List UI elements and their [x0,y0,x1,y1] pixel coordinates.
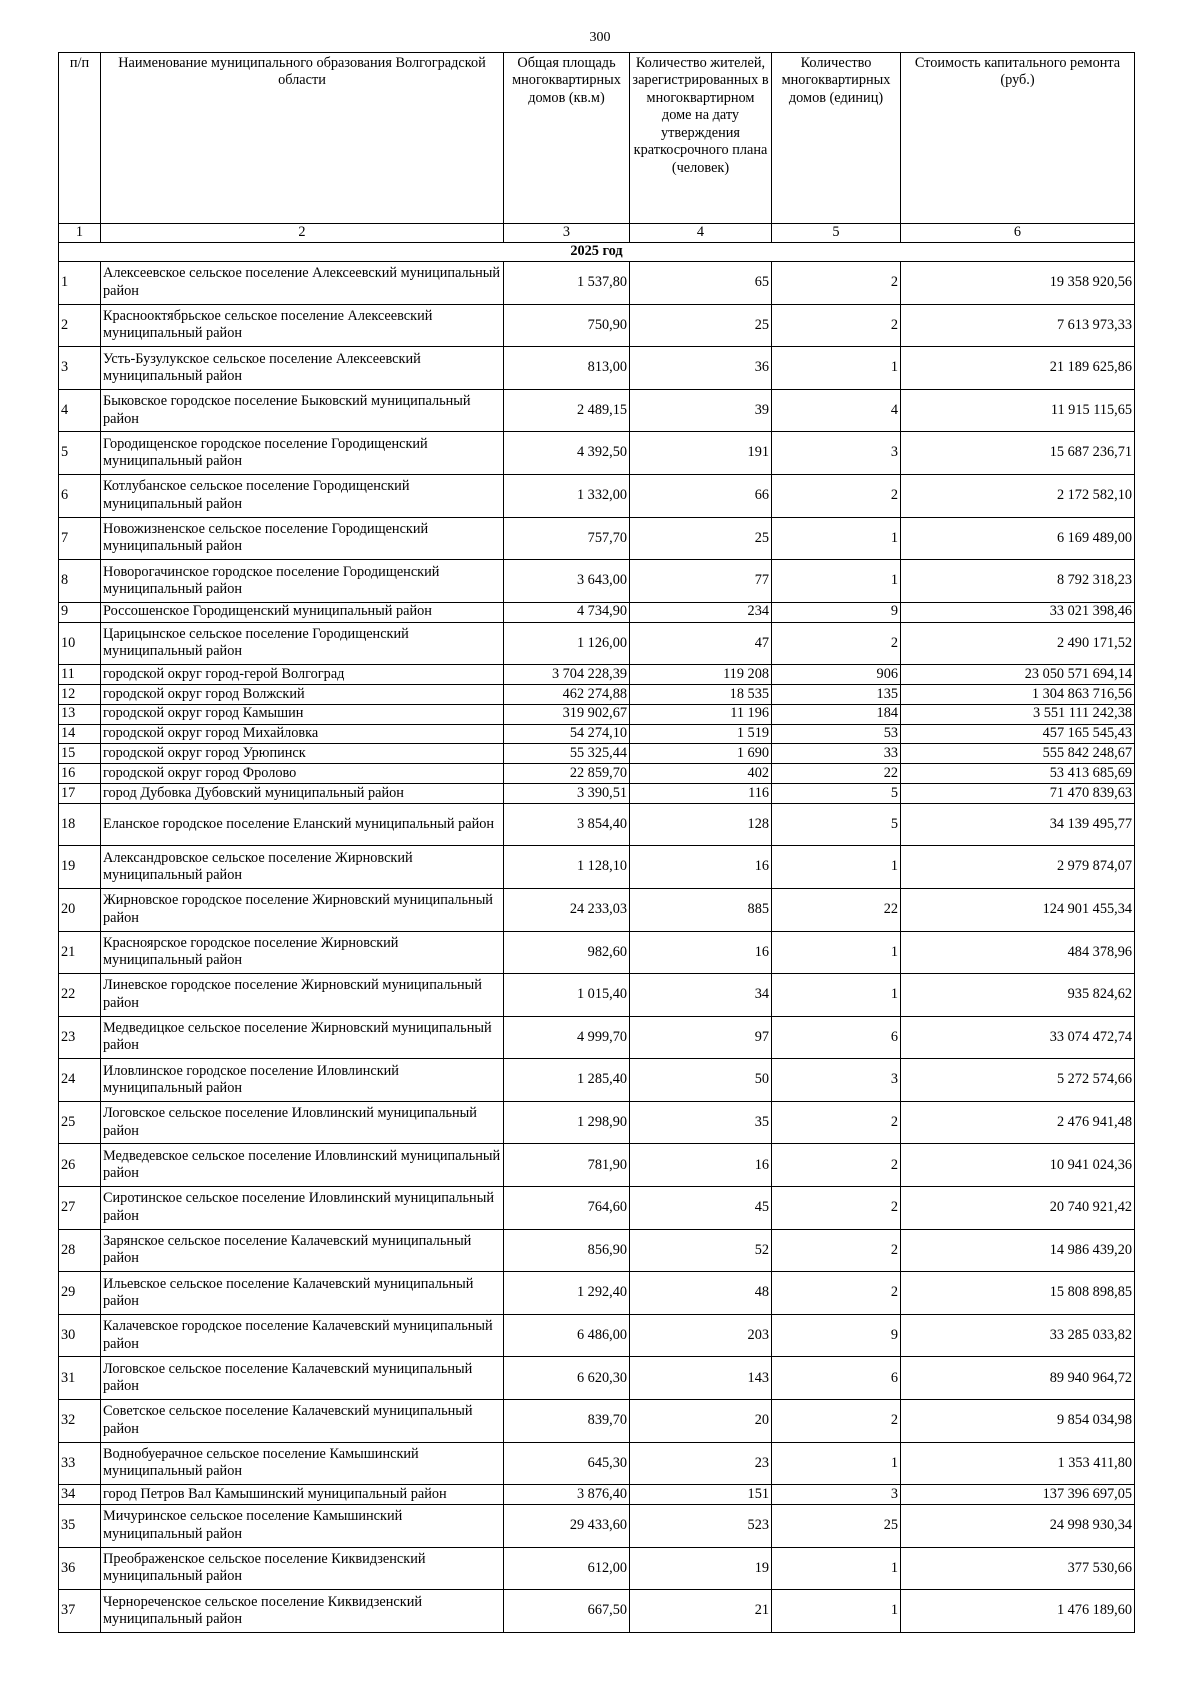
total-area: 3 390,51 [504,783,630,803]
houses-count: 22 [772,764,901,784]
total-area: 3 643,00 [504,560,630,603]
repair-cost: 14 986 439,20 [901,1229,1135,1272]
houses-count: 33 [772,744,901,764]
table-row [59,1059,1135,1102]
data-table [58,52,1135,1633]
table-row [59,1400,1135,1443]
houses-count: 2 [772,1400,901,1443]
municipality-name: Логовское сельское поселение Калачевский муниципальный район [101,1357,504,1400]
table-row [59,602,1135,622]
header-row [59,53,1135,224]
repair-cost: 1 353 411,80 [901,1442,1135,1485]
residents-count: 77 [630,560,772,603]
table-body [59,243,1135,1633]
municipality-name: Зарянское сельское поселение Калачевский муниципальный район [101,1229,504,1272]
repair-cost: 15 687 236,71 [901,432,1135,475]
residents-count: 885 [630,888,772,931]
repair-cost: 53 413 685,69 [901,764,1135,784]
houses-count: 906 [772,665,901,685]
municipality-name: Калачевское городское поселение Калачевский муниципальный район [101,1314,504,1357]
total-area: 22 859,70 [504,764,630,784]
houses-count: 4 [772,389,901,432]
municipality-name: городской округ город Михайловка [101,724,504,744]
table-row [59,1016,1135,1059]
column-number-row [59,224,1135,243]
municipality-name: Городищенское городское поселение Городищенский муниципальный район [101,432,504,475]
repair-cost: 137 396 697,05 [901,1485,1135,1505]
total-area: 319 902,67 [504,704,630,724]
table-row [59,724,1135,744]
total-area: 1 537,80 [504,262,630,305]
municipality-name: Александровское сельское поселение Жирновский муниципальный район [101,846,504,889]
repair-cost: 71 470 839,63 [901,783,1135,803]
houses-count: 1 [772,974,901,1017]
repair-cost: 33 074 472,74 [901,1016,1135,1059]
houses-count: 3 [772,1485,901,1505]
table-row [59,474,1135,517]
residents-count: 18 535 [630,684,772,704]
houses-count: 2 [772,1144,901,1187]
table-row [59,1101,1135,1144]
row-number: 6 [59,474,101,517]
table-row [59,1590,1135,1633]
residents-count: 20 [630,1400,772,1443]
row-number: 14 [59,724,101,744]
row-number: 23 [59,1016,101,1059]
houses-count: 1 [772,1547,901,1590]
municipality-name: Новорогачинское городское поселение Городищенский муниципальный район [101,560,504,603]
residents-count: 151 [630,1485,772,1505]
municipality-name: Алексеевское сельское поселение Алексеевский муниципальный район [101,262,504,305]
repair-cost: 2 490 171,52 [901,622,1135,665]
municipality-name: город Петров Вал Камышинский муниципальный район [101,1485,504,1505]
residents-count: 116 [630,783,772,803]
row-number: 2 [59,304,101,347]
municipality-name: Усть-Бузулукское сельское поселение Алексеевский муниципальный район [101,347,504,390]
residents-count: 50 [630,1059,772,1102]
houses-count: 6 [772,1016,901,1059]
table-row [59,517,1135,560]
repair-cost: 20 740 921,42 [901,1187,1135,1230]
row-number: 35 [59,1505,101,1548]
municipality-name: Линевское городское поселение Жирновский муниципальный район [101,974,504,1017]
table-row [59,347,1135,390]
table-row [59,432,1135,475]
row-number: 25 [59,1101,101,1144]
municipality-name: городской округ город Фролово [101,764,504,784]
municipality-name: Жирновское городское поселение Жирновский муниципальный район [101,888,504,931]
header-cell-index: п/п [59,53,101,224]
total-area: 29 433,60 [504,1505,630,1548]
row-number: 18 [59,803,101,846]
repair-cost: 11 915 115,65 [901,389,1135,432]
total-area: 667,50 [504,1590,630,1633]
municipality-name: Котлубанское сельское поселение Городищенский муниципальный район [101,474,504,517]
table-row [59,974,1135,1017]
total-area: 24 233,03 [504,888,630,931]
houses-count: 1 [772,1590,901,1633]
repair-cost: 24 998 930,34 [901,1505,1135,1548]
repair-cost: 8 792 318,23 [901,560,1135,603]
municipality-name: Россошенское Городищенский муниципальный район [101,602,504,622]
table-row [59,622,1135,665]
residents-count: 52 [630,1229,772,1272]
repair-cost: 2 172 582,10 [901,474,1135,517]
repair-cost: 33 021 398,46 [901,602,1135,622]
municipality-name: Советское сельское поселение Калачевский муниципальный район [101,1400,504,1443]
houses-count: 2 [772,1101,901,1144]
row-number: 16 [59,764,101,784]
table-row [59,1314,1135,1357]
total-area: 757,70 [504,517,630,560]
repair-cost: 34 139 495,77 [901,803,1135,846]
row-number: 31 [59,1357,101,1400]
table-row [59,1442,1135,1485]
table-row [59,744,1135,764]
municipality-name: городской округ город Урюпинск [101,744,504,764]
header-cell-area: Общая площадь многоквартирных домов (кв.м) [504,53,630,224]
repair-cost: 7 613 973,33 [901,304,1135,347]
residents-count: 35 [630,1101,772,1144]
column-number: 5 [772,224,901,243]
repair-cost: 377 530,66 [901,1547,1135,1590]
repair-cost: 9 854 034,98 [901,1400,1135,1443]
residents-count: 16 [630,1144,772,1187]
repair-cost: 457 165 545,43 [901,724,1135,744]
row-number: 10 [59,622,101,665]
row-number: 8 [59,560,101,603]
total-area: 839,70 [504,1400,630,1443]
table-row [59,1485,1135,1505]
residents-count: 191 [630,432,772,475]
total-area: 54 274,10 [504,724,630,744]
table-row [59,931,1135,974]
residents-count: 16 [630,846,772,889]
total-area: 55 325,44 [504,744,630,764]
table-row [59,1547,1135,1590]
total-area: 462 274,88 [504,684,630,704]
row-number: 12 [59,684,101,704]
total-area: 982,60 [504,931,630,974]
municipality-name: Сиротинское сельское поселение Иловлинский муниципальный район [101,1187,504,1230]
municipality-name: Быковское городское поселение Быковский муниципальный район [101,389,504,432]
residents-count: 143 [630,1357,772,1400]
header-cell-residents: Количество жителей, зарегистрированных в многоквартирном доме на дату утверждения краткосрочного плана (человек) [630,53,772,224]
houses-count: 135 [772,684,901,704]
residents-count: 119 208 [630,665,772,685]
residents-count: 11 196 [630,704,772,724]
residents-count: 34 [630,974,772,1017]
municipality-name: Краснооктябрьское сельское поселение Алексеевский муниципальный район [101,304,504,347]
row-number: 11 [59,665,101,685]
municipality-name: Медведевское сельское поселение Иловлинский муниципальный район [101,1144,504,1187]
total-area: 612,00 [504,1547,630,1590]
residents-count: 25 [630,304,772,347]
total-area: 4 392,50 [504,432,630,475]
houses-count: 6 [772,1357,901,1400]
row-number: 24 [59,1059,101,1102]
row-number: 21 [59,931,101,974]
houses-count: 53 [772,724,901,744]
total-area: 3 876,40 [504,1485,630,1505]
year-row [59,243,1135,262]
repair-cost: 10 941 024,36 [901,1144,1135,1187]
table-row [59,684,1135,704]
houses-count: 184 [772,704,901,724]
row-number: 27 [59,1187,101,1230]
residents-count: 1 690 [630,744,772,764]
row-number: 3 [59,347,101,390]
table-row [59,665,1135,685]
municipality-name: город Дубовка Дубовский муниципальный район [101,783,504,803]
municipality-name: Мичуринское сельское поселение Камышинский муниципальный район [101,1505,504,1548]
municipality-name: городской округ город-герой Волгоград [101,665,504,685]
total-area: 750,90 [504,304,630,347]
row-number: 17 [59,783,101,803]
total-area: 1 292,40 [504,1272,630,1315]
header-cell-municipality: Наименование муниципального образования Волгоградской области [101,53,504,224]
houses-count: 3 [772,1059,901,1102]
houses-count: 1 [772,560,901,603]
residents-count: 128 [630,803,772,846]
repair-cost: 15 808 898,85 [901,1272,1135,1315]
residents-count: 36 [630,347,772,390]
municipality-name: Царицынское сельское поселение Городищенский муниципальный район [101,622,504,665]
repair-cost: 1 476 189,60 [901,1590,1135,1633]
repair-cost: 484 378,96 [901,931,1135,974]
row-number: 7 [59,517,101,560]
houses-count: 2 [772,1229,901,1272]
houses-count: 9 [772,602,901,622]
houses-count: 1 [772,1442,901,1485]
table-row [59,1187,1135,1230]
municipality-name: Новожизненское сельское поселение Городищенский муниципальный район [101,517,504,560]
residents-count: 25 [630,517,772,560]
row-number: 29 [59,1272,101,1315]
houses-count: 2 [772,622,901,665]
municipality-name: Еланское городское поселение Еланский муниципальный район [101,803,504,846]
municipality-name: городской округ город Камышин [101,704,504,724]
municipality-name: Ильевское сельское поселение Калачевский муниципальный район [101,1272,504,1315]
row-number: 28 [59,1229,101,1272]
municipality-name: Иловлинское городское поселение Иловлинский муниципальный район [101,1059,504,1102]
municipality-name: Красноярское городское поселение Жирновский муниципальный район [101,931,504,974]
row-number: 36 [59,1547,101,1590]
row-number: 33 [59,1442,101,1485]
municipality-name: городской округ город Волжский [101,684,504,704]
total-area: 1 285,40 [504,1059,630,1102]
houses-count: 1 [772,846,901,889]
total-area: 856,90 [504,1229,630,1272]
table-row [59,389,1135,432]
row-number: 34 [59,1485,101,1505]
total-area: 2 489,15 [504,389,630,432]
column-number: 6 [901,224,1135,243]
column-number: 4 [630,224,772,243]
table-row [59,704,1135,724]
residents-count: 47 [630,622,772,665]
residents-count: 97 [630,1016,772,1059]
residents-count: 45 [630,1187,772,1230]
houses-count: 1 [772,931,901,974]
residents-count: 234 [630,602,772,622]
header-cell-houses: Количество многоквартирных домов (единиц) [772,53,901,224]
table-row [59,560,1135,603]
table-row [59,783,1135,803]
repair-cost: 555 842 248,67 [901,744,1135,764]
total-area: 3 854,40 [504,803,630,846]
table-row [59,1229,1135,1272]
houses-count: 2 [772,1272,901,1315]
residents-count: 523 [630,1505,772,1548]
municipality-name: Медведицкое сельское поселение Жирновский муниципальный район [101,1016,504,1059]
repair-cost: 5 272 574,66 [901,1059,1135,1102]
row-number: 5 [59,432,101,475]
houses-count: 2 [772,1187,901,1230]
residents-count: 23 [630,1442,772,1485]
table-row [59,1357,1135,1400]
table-row [59,304,1135,347]
repair-cost: 19 358 920,56 [901,262,1135,305]
table-row [59,846,1135,889]
residents-count: 19 [630,1547,772,1590]
total-area: 1 128,10 [504,846,630,889]
table-row [59,888,1135,931]
row-number: 22 [59,974,101,1017]
repair-cost: 6 169 489,00 [901,517,1135,560]
column-number: 2 [101,224,504,243]
row-number: 9 [59,602,101,622]
repair-cost: 3 551 111 242,38 [901,704,1135,724]
residents-count: 16 [630,931,772,974]
repair-cost: 1 304 863 716,56 [901,684,1135,704]
municipality-name: Чернореченское сельское поселение Киквидзенский муниципальный район [101,1590,504,1633]
row-number: 4 [59,389,101,432]
total-area: 1 126,00 [504,622,630,665]
table-row [59,803,1135,846]
total-area: 4 999,70 [504,1016,630,1059]
residents-count: 48 [630,1272,772,1315]
total-area: 764,60 [504,1187,630,1230]
total-area: 6 620,30 [504,1357,630,1400]
repair-cost: 33 285 033,82 [901,1314,1135,1357]
repair-cost: 21 189 625,86 [901,347,1135,390]
residents-count: 203 [630,1314,772,1357]
repair-cost: 935 824,62 [901,974,1135,1017]
row-number: 20 [59,888,101,931]
row-number: 26 [59,1144,101,1187]
row-number: 19 [59,846,101,889]
municipality-name: Логовское сельское поселение Иловлинский муниципальный район [101,1101,504,1144]
repair-cost: 2 476 941,48 [901,1101,1135,1144]
header-cell-cost: Стоимость капитального ремонта (руб.) [901,53,1135,224]
row-number: 15 [59,744,101,764]
total-area: 813,00 [504,347,630,390]
houses-count: 2 [772,304,901,347]
column-number: 3 [504,224,630,243]
municipality-name: Преображенское сельское поселение Киквидзенский муниципальный район [101,1547,504,1590]
repair-cost: 124 901 455,34 [901,888,1135,931]
row-number: 1 [59,262,101,305]
houses-count: 1 [772,517,901,560]
table-row [59,764,1135,784]
houses-count: 3 [772,432,901,475]
table-row [59,1144,1135,1187]
repair-cost: 89 940 964,72 [901,1357,1135,1400]
houses-count: 1 [772,347,901,390]
houses-count: 2 [772,474,901,517]
repair-cost: 23 050 571 694,14 [901,665,1135,685]
year-label: 2025 год [59,243,1135,262]
row-number: 30 [59,1314,101,1357]
residents-count: 21 [630,1590,772,1633]
residents-count: 65 [630,262,772,305]
table-row [59,1505,1135,1548]
total-area: 3 704 228,39 [504,665,630,685]
row-number: 13 [59,704,101,724]
houses-count: 5 [772,803,901,846]
total-area: 1 015,40 [504,974,630,1017]
table-row [59,262,1135,305]
total-area: 1 332,00 [504,474,630,517]
municipality-name: Воднобуерачное сельское поселение Камышинский муниципальный район [101,1442,504,1485]
total-area: 6 486,00 [504,1314,630,1357]
total-area: 1 298,90 [504,1101,630,1144]
total-area: 781,90 [504,1144,630,1187]
houses-count: 25 [772,1505,901,1548]
total-area: 645,30 [504,1442,630,1485]
total-area: 4 734,90 [504,602,630,622]
row-number: 32 [59,1400,101,1443]
repair-cost: 2 979 874,07 [901,846,1135,889]
houses-count: 22 [772,888,901,931]
houses-count: 2 [772,262,901,305]
residents-count: 39 [630,389,772,432]
residents-count: 1 519 [630,724,772,744]
row-number: 37 [59,1590,101,1633]
residents-count: 66 [630,474,772,517]
houses-count: 9 [772,1314,901,1357]
residents-count: 402 [630,764,772,784]
houses-count: 5 [772,783,901,803]
page-number: 300 [589,30,611,45]
table-row [59,1272,1135,1315]
column-number: 1 [59,224,101,243]
